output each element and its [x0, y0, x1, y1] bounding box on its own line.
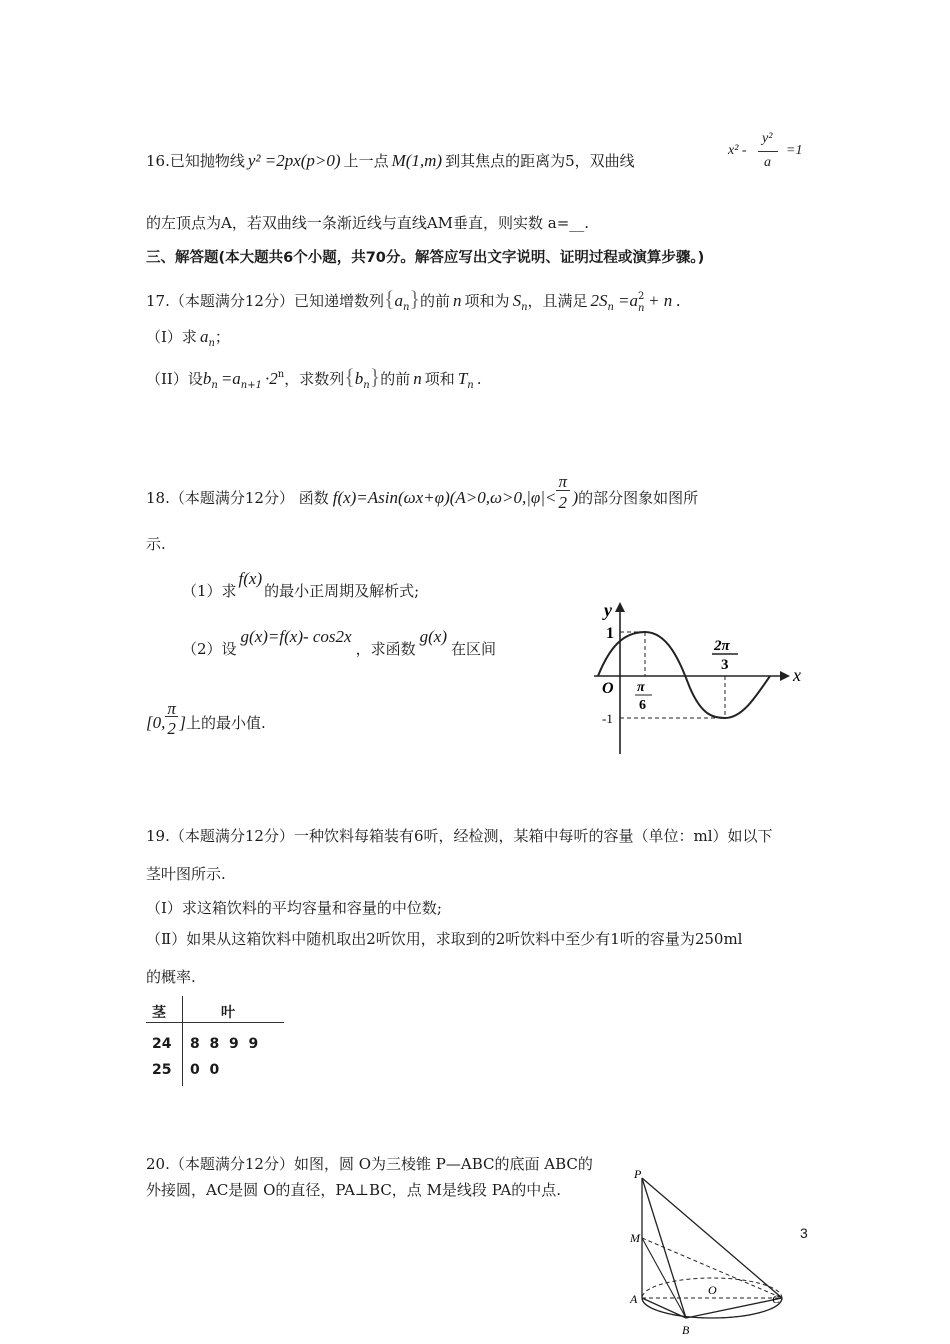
- label-A: A: [630, 1292, 638, 1306]
- q17-mid3: ，且满足: [527, 292, 588, 310]
- section3-heading: 三、解答题(本大题共6个小题，共70分。解答应写出文字说明、证明过程或演算步骤。): [146, 250, 705, 266]
- q17-line1: [146, 286, 681, 314]
- q17-mid2: 项和为: [464, 292, 510, 310]
- stem-value: 25: [152, 1062, 172, 1078]
- q17-S: S: [512, 291, 522, 310]
- q17-part2-mid: ，求数列: [284, 370, 345, 388]
- q19-line1: 19.（本题满分12分）一种饮料每箱装有6听，经检测，某箱中每听的容量（单位：ml）如以下: [146, 827, 773, 845]
- q17-part2-end: .: [476, 370, 482, 388]
- q16-fraction-bar: [758, 151, 778, 152]
- q17-part2-label: （II）设: [146, 370, 203, 388]
- q18-part1-f: f(x): [238, 569, 263, 588]
- q18-part2-g2: g(x): [419, 627, 447, 646]
- q16-hyperbola-rhs: =1: [786, 143, 803, 158]
- q18-prefix: 18.（本题满分12分） 函数: [146, 489, 329, 507]
- q17-mid1: 的前: [420, 292, 451, 310]
- q17-b-eq-tail: ·2: [264, 369, 278, 388]
- edge-PB: [642, 1178, 686, 1318]
- q17-part2: [146, 364, 482, 391]
- q16-line1: [146, 152, 635, 169]
- label-B: B: [682, 1323, 690, 1337]
- stem-value: 24: [152, 1036, 172, 1052]
- q17-part1-a: a: [199, 327, 209, 346]
- q18-pi2-fraction: [556, 472, 572, 512]
- page-number: 3: [800, 1225, 808, 1241]
- table-header-rule: [146, 1022, 284, 1023]
- q16-line2: 的左顶点为A，若双曲线一条渐近线与直线AM垂直，则实数 a=__.: [146, 214, 590, 232]
- graph-2pi3-den: 3: [721, 657, 729, 673]
- q17-part1-sub: n: [208, 338, 215, 349]
- leaf-header: 叶: [221, 1005, 235, 1021]
- graph-origin-label: O: [602, 680, 614, 697]
- q17-S-sub: n: [521, 302, 528, 313]
- q20-pyramid-figure: [624, 1166, 794, 1342]
- q17-part1: [146, 327, 230, 349]
- q18-interval-bar: [165, 716, 178, 717]
- q17-eq-tail: + n .: [647, 291, 681, 310]
- q16-hyperbola-lhs: x² -: [728, 143, 747, 158]
- label-C: C: [772, 1292, 781, 1306]
- q18-interval-num: π: [167, 699, 176, 718]
- q18-suffix: 的部分图象如图所: [578, 489, 699, 507]
- q17-brace-close: }: [409, 286, 421, 311]
- q17-brace-open: {: [383, 286, 395, 311]
- q17-eq-rhs-sub: n: [637, 303, 645, 314]
- q18-line1: [146, 472, 699, 512]
- q18-part2-end: 在区间: [451, 640, 497, 658]
- q19-part2-line2: 的概率.: [146, 968, 196, 986]
- q17-part1-label: （I）求: [146, 328, 197, 346]
- q20-line2: 外接圆，AC是圆 O的直径，PA⊥BC，点 M是线段 PA的中点.: [146, 1181, 562, 1199]
- q17-T: T: [457, 369, 468, 388]
- q17-eq-sub: n: [607, 302, 614, 313]
- graph-y-arrow-icon: [615, 602, 625, 612]
- q17-part1-end: ；: [214, 328, 230, 346]
- q16-mid2: 到其焦点的距离为5，双曲线: [445, 152, 635, 170]
- q16-point: M(1,m): [391, 151, 443, 170]
- q20-line1: 20.（本题满分12分）如图，圆 O为三棱锥 P—ABC的底面 ABC的: [146, 1155, 593, 1173]
- q19-part1: （Ⅰ）求这箱饮料的平均容量和容量的中位数;: [146, 899, 442, 917]
- q18-interval-fraction: [165, 699, 179, 738]
- q17-prefix: 17.（本题满分12分）已知递增数列: [146, 292, 384, 310]
- q17-eq-rhs-sup: 2: [637, 291, 645, 302]
- q17-b-eq: =a: [220, 369, 241, 388]
- graph-neg-one-label: -1: [602, 711, 613, 726]
- q17-b-def: b: [202, 369, 212, 388]
- q16-prefix: 16.已知抛物线: [146, 152, 245, 170]
- graph-pi6-num: π: [637, 680, 645, 695]
- q17-eq-rhs: =a: [617, 291, 638, 310]
- q18-pi-den: 2: [558, 493, 567, 512]
- q18-interval-den: 2: [167, 719, 176, 738]
- graph-y-label: y: [604, 600, 612, 620]
- q18-sine-graph: [590, 598, 810, 758]
- q18-part1-label: （1）求: [182, 582, 237, 600]
- q17-part2-b-sub: n: [363, 380, 370, 391]
- q19-line2: 茎叶图所示.: [146, 865, 226, 883]
- q18-interval: [146, 699, 266, 738]
- label-M: M: [630, 1231, 640, 1245]
- q18-func-end: ): [572, 488, 579, 507]
- q16-hyperbola-num: y²: [762, 131, 773, 146]
- q17-b-eq-sup: n: [277, 369, 285, 380]
- q17-brace2-close: }: [369, 364, 381, 389]
- graph-one-label: 1: [606, 625, 614, 642]
- q17-T-sub: n: [467, 380, 474, 391]
- graph-x-label: x: [793, 665, 801, 685]
- stem-header: 茎: [152, 1005, 166, 1021]
- stem-leaf-table: [146, 996, 284, 1086]
- q17-seq-sub: n: [403, 302, 410, 313]
- q18-part1-end: 的最小正周期及解析式;: [264, 582, 420, 600]
- q18-interval-open: [0,: [146, 713, 166, 732]
- q16-parabola: y² =2px(p>0): [247, 151, 341, 170]
- leaf-values: 0 0: [190, 1062, 220, 1078]
- q18-interval-close: ]: [179, 713, 186, 732]
- q16-hyperbola-den: a: [764, 155, 771, 170]
- table-stem-divider: [182, 996, 183, 1086]
- graph-2pi3-num: 2π: [714, 638, 730, 654]
- label-P: P: [634, 1167, 642, 1181]
- q17-part2-mid3: 项和: [424, 370, 455, 388]
- edge-PC: [642, 1178, 782, 1298]
- label-O: O: [708, 1283, 717, 1297]
- q18-pi-num: π: [558, 472, 567, 491]
- q17-n: n: [453, 291, 462, 310]
- q17-brace2-open: {: [344, 364, 355, 389]
- graph-sine-curve: [598, 632, 770, 718]
- q18-func: f(x)=Asin(ωx+φ)(A>0,ω>0,|φ|<: [332, 488, 557, 507]
- q17-part2-mid2: 的前: [380, 370, 411, 388]
- q18-part2: [182, 627, 497, 658]
- leaf-values: 8 8 9 9: [190, 1036, 259, 1052]
- q18-part1: [182, 569, 420, 600]
- edge-BC: [686, 1298, 782, 1318]
- q17-seq: a: [394, 291, 404, 310]
- q17-part2-n: n: [413, 369, 422, 388]
- q18-interval-end: 上的最小值.: [186, 714, 266, 732]
- q18-part2-label: （2）设: [182, 640, 237, 658]
- graph-pi6-den: 6: [639, 698, 646, 713]
- q17-b-eq-sub: n+1: [240, 380, 262, 391]
- q16-mid1: 上一点: [343, 152, 389, 170]
- q17-eq: 2S: [590, 291, 608, 310]
- q18-part2-mid: ，求函数: [355, 640, 416, 658]
- q17-part2-b: b: [354, 369, 364, 388]
- q18-line2: 示.: [146, 535, 166, 553]
- graph-x-arrow-icon: [780, 671, 790, 681]
- q18-part2-g: g(x)=f(x)- cos2x: [240, 627, 352, 646]
- q19-part2: （Ⅱ）如果从这箱饮料中随机取出2听饮用，求取到的2听饮料中至少有1听的容量为250ml: [146, 930, 743, 948]
- q17-b-sub: n: [211, 380, 218, 391]
- edge-AB: [642, 1298, 686, 1318]
- q18-pi-bar: [556, 490, 570, 491]
